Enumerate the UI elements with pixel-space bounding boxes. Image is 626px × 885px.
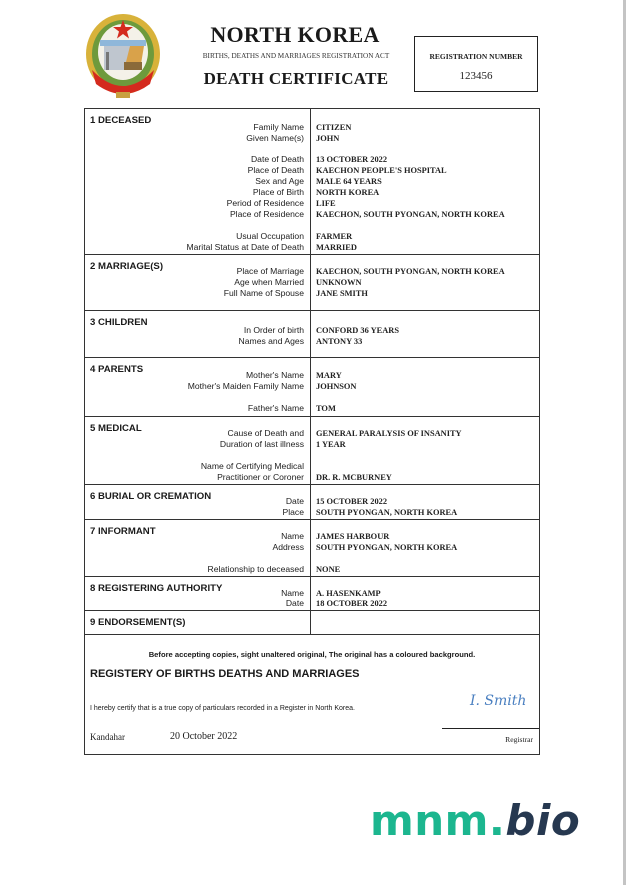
watermark-part-2: bio (505, 796, 581, 845)
field-value: MARY (316, 371, 342, 380)
field-label: Date (285, 598, 304, 608)
field-value: A. HASENKAMP (316, 589, 381, 598)
field-value: JANE SMITH (316, 289, 368, 298)
certification-footer (85, 635, 539, 754)
section-title: 2 MARRIAGE(S) (90, 261, 164, 272)
field-label: Period of Residence (226, 198, 304, 208)
field-label: Date (285, 496, 304, 506)
national-emblem-icon (84, 12, 162, 102)
certificate-table (84, 108, 540, 755)
field-value: DR. R. MCBURNEY (316, 473, 392, 482)
field-label: Family Name (253, 122, 304, 132)
section-title: 4 PARENTS (90, 364, 144, 375)
field-value: 1 YEAR (316, 440, 346, 449)
field-label: Age when Married (234, 277, 304, 287)
field-label: Mother's Name (246, 370, 304, 380)
field-value: FARMER (316, 232, 353, 241)
field-value: TOM (316, 404, 336, 413)
field-value: 15 OCTOBER 2022 (316, 497, 388, 506)
field-label: Name of Certifying Medical (200, 461, 304, 471)
copy-notice: Before accepting copies, sight unaltered original, The original has a coloured background. (148, 650, 476, 659)
field-label: In Order of birth (243, 325, 304, 335)
field-label: Address (272, 542, 304, 552)
registration-number-box (414, 36, 538, 92)
field-label: Practitioner or Coroner (217, 472, 304, 482)
country-title: NORTH KOREA (210, 22, 380, 47)
section-title: 8 REGISTERING AUTHORITY (90, 583, 223, 594)
field-label: Names and Ages (238, 336, 304, 346)
field-value: SOUTH PYONGAN, NORTH KOREA (316, 543, 458, 552)
section-marriage (85, 255, 539, 311)
field-value: ANTONY 33 (316, 337, 363, 346)
field-value: MARRIED (316, 243, 357, 252)
field-value: LIFE (316, 199, 336, 208)
section-burial (85, 485, 539, 520)
issue-place: Kandahar (90, 732, 125, 742)
registrar-signature: I. Smith (470, 693, 527, 709)
field-label: Place of Residence (229, 209, 304, 219)
field-value: GENERAL PARALYSIS OF INSANITY (316, 429, 462, 438)
field-value: KAECHON PEOPLE'S HOSPITAL (316, 166, 447, 175)
certification-statement: I hereby certify that is a true copy of particulars recorded in a Register in North Korea. (90, 705, 355, 712)
issue-date: 20 October 2022 (170, 731, 238, 742)
field-value: CITIZEN (316, 123, 352, 132)
field-value: KAECHON, SOUTH PYONGAN, NORTH KOREA (316, 267, 505, 276)
field-label: Father's Name (247, 403, 304, 413)
field-label: Place of Birth (252, 187, 304, 197)
field-value: JAMES HARBOUR (316, 532, 390, 541)
column-divider (310, 611, 311, 634)
field-label: Usual Occupation (236, 231, 304, 241)
field-value: NORTH KOREA (316, 188, 380, 197)
section-informant (85, 520, 539, 577)
section-deceased (85, 109, 539, 255)
field-value: UNKNOWN (316, 278, 362, 287)
field-label: Relationship to deceased (207, 564, 304, 574)
field-value: SOUTH PYONGAN, NORTH KOREA (316, 508, 458, 517)
field-value: CONFORD 36 YEARS (316, 326, 399, 335)
registry-title: REGISTERY OF BIRTHS DEATHS AND MARRIAGES (90, 668, 360, 680)
field-label: Place (282, 507, 304, 517)
registration-act: BIRTHS, DEATHS AND MARRIAGES REGISTRATION ACT (202, 52, 390, 60)
watermark-part-1: mnm. (370, 796, 506, 845)
section-title: 7 INFORMANT (90, 526, 156, 537)
registration-number-label: REGISTRATION NUMBER (429, 52, 523, 61)
field-label: Given Name(s) (246, 133, 304, 143)
section-parents (85, 358, 539, 417)
field-value: 13 OCTOBER 2022 (316, 155, 388, 164)
section-children (85, 311, 539, 358)
field-label: Name (281, 531, 304, 541)
registrar-label: Registrar (505, 735, 533, 744)
field-value: KAECHON, SOUTH PYONGAN, NORTH KOREA (316, 210, 505, 219)
registration-number-value: 123456 (459, 70, 493, 82)
field-label: Duration of last illness (219, 439, 304, 449)
field-label: Cause of Death and (227, 428, 304, 438)
section-title: 1 DECEASED (90, 115, 152, 126)
field-label: Sex and Age (255, 176, 304, 186)
field-label: Place of Marriage (236, 266, 304, 276)
section-endorsements (85, 611, 539, 635)
document-type: DEATH CERTIFICATE (203, 69, 389, 88)
section-title: 9 ENDORSEMENT(S) (90, 617, 186, 628)
watermark-logo (370, 796, 580, 845)
section-title: 6 BURIAL OR CREMATION (90, 491, 212, 502)
section-title: 3 CHILDREN (90, 317, 148, 328)
signature-line (442, 728, 539, 729)
field-label: Marital Status at Date of Death (186, 242, 304, 252)
section-title: 5 MEDICAL (90, 423, 142, 434)
section-registering-authority (85, 577, 539, 611)
field-label: Place of Death (247, 165, 304, 175)
field-value: JOHNSON (316, 382, 357, 391)
field-label: Name (281, 588, 304, 598)
section-medical (85, 417, 539, 485)
field-label: Mother's Maiden Family Name (187, 381, 304, 391)
field-value: NONE (316, 565, 341, 574)
field-label: Full Name of Spouse (223, 288, 304, 298)
field-value: JOHN (316, 134, 340, 143)
field-value: 18 OCTOBER 2022 (316, 599, 388, 608)
field-value: MALE 64 YEARS (316, 177, 382, 186)
field-label: Date of Death (250, 154, 304, 164)
